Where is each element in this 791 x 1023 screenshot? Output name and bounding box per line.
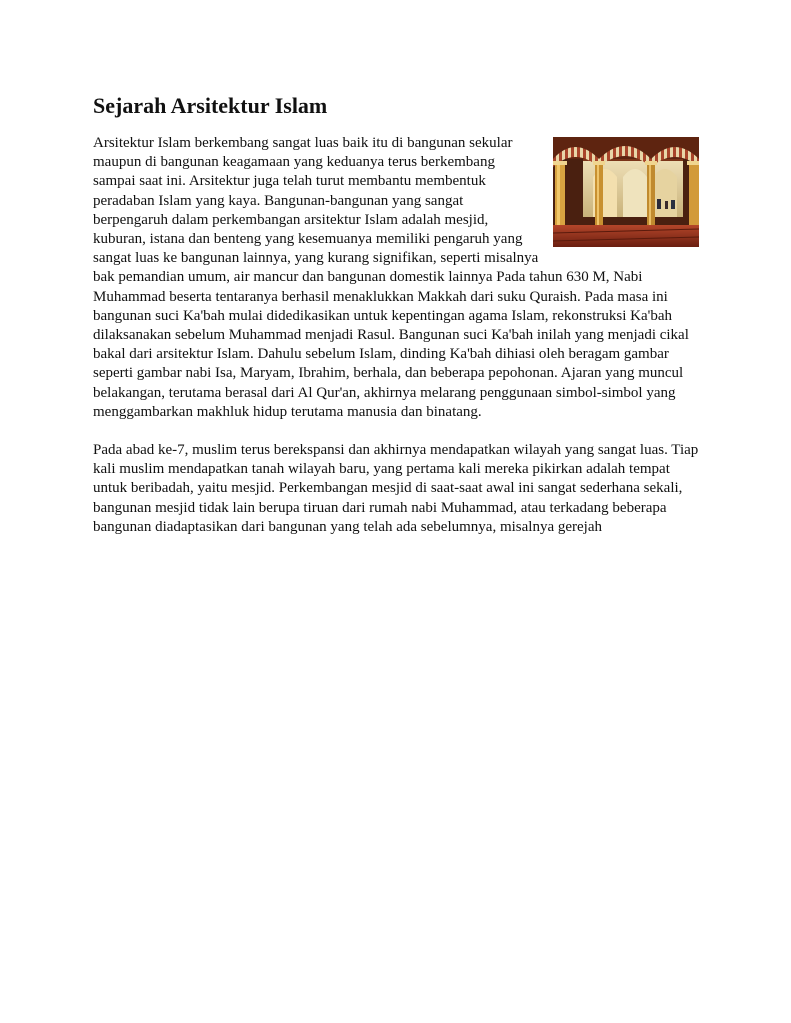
paragraph-2: Pada abad ke-7, muslim terus berekspansi dan akhirnya mendapatkan wilayah yang sangat luas. Tiap kali muslim mendapatkan tanah wilayah baru, yang pertama kali mereka pikirkan adalah tempat untuk beribadah, yaitu mesjid. Perkembangan mesjid di saat-saat awal ini sangat sederhana sekali, bangunan mesjid tidak lain berupa tiruan dari rumah nabi Muhammad, atau terkadang beberapa bangunan diadaptasikan dari bangunan yang telah ada sebelumnya, misalnya gerejah xyxy=(93,442,699,535)
paragraph-1: Arsitektur Islam berkembang sangat luas baik itu di bangunan sekular maupun di bangunan keagamaan yang keduanya terus berkembang sampai saat ini. Arsitektur juga telah turut membantu membentuk peradaban Islam yang kaya. Bangunan-bangunan yang sangat berpengaruh dalam perkembangan arsitektur Islam adalah mesjid, kuburan, istana dan benteng yang kesemuanya memiliki pengaruh yang sangat luas ke bangunan lainnya, yang kurang signifikan, seperti misalnya bak pemandian umum, air mancur dan bangunan domestik lainnya Pada tahun 630 M, Nabi Muhammad beserta tentaranya berhasil menaklukkan Makkah dari suku Quraish. Pada masa ini bangunan suci Ka'bah mulai didedikasikan untuk kepentingan agama Islam, rekonstruksi Ka'bah dilaksanakan sebelum Muhammad menjadi Rasul. Bangunan suci Ka'bah inilah yang menjadi cikal bakal dari arsitektur Islam. Dahulu sebelum Islam, dinding Ka'bah dihiasi oleh beragam gambar seperti gambar nabi Isa, Maryam, Ibrahim, berhala, dan beberapa pepohonan. Ajaran yang muncul belakangan, terutama berasal dari Al Qur'an, akhirnya melarang penggunaan simbol-simbol yang menggambarkan makhluk hidup terutama manusia dan binatang. xyxy=(93,135,689,420)
paragraph-spacer xyxy=(93,422,699,441)
mosque-arches-image xyxy=(553,137,699,247)
article-title: Sejarah Arsitektur Islam xyxy=(93,93,328,118)
document-page xyxy=(93,92,699,537)
mosque-arches-illustration xyxy=(553,137,699,247)
